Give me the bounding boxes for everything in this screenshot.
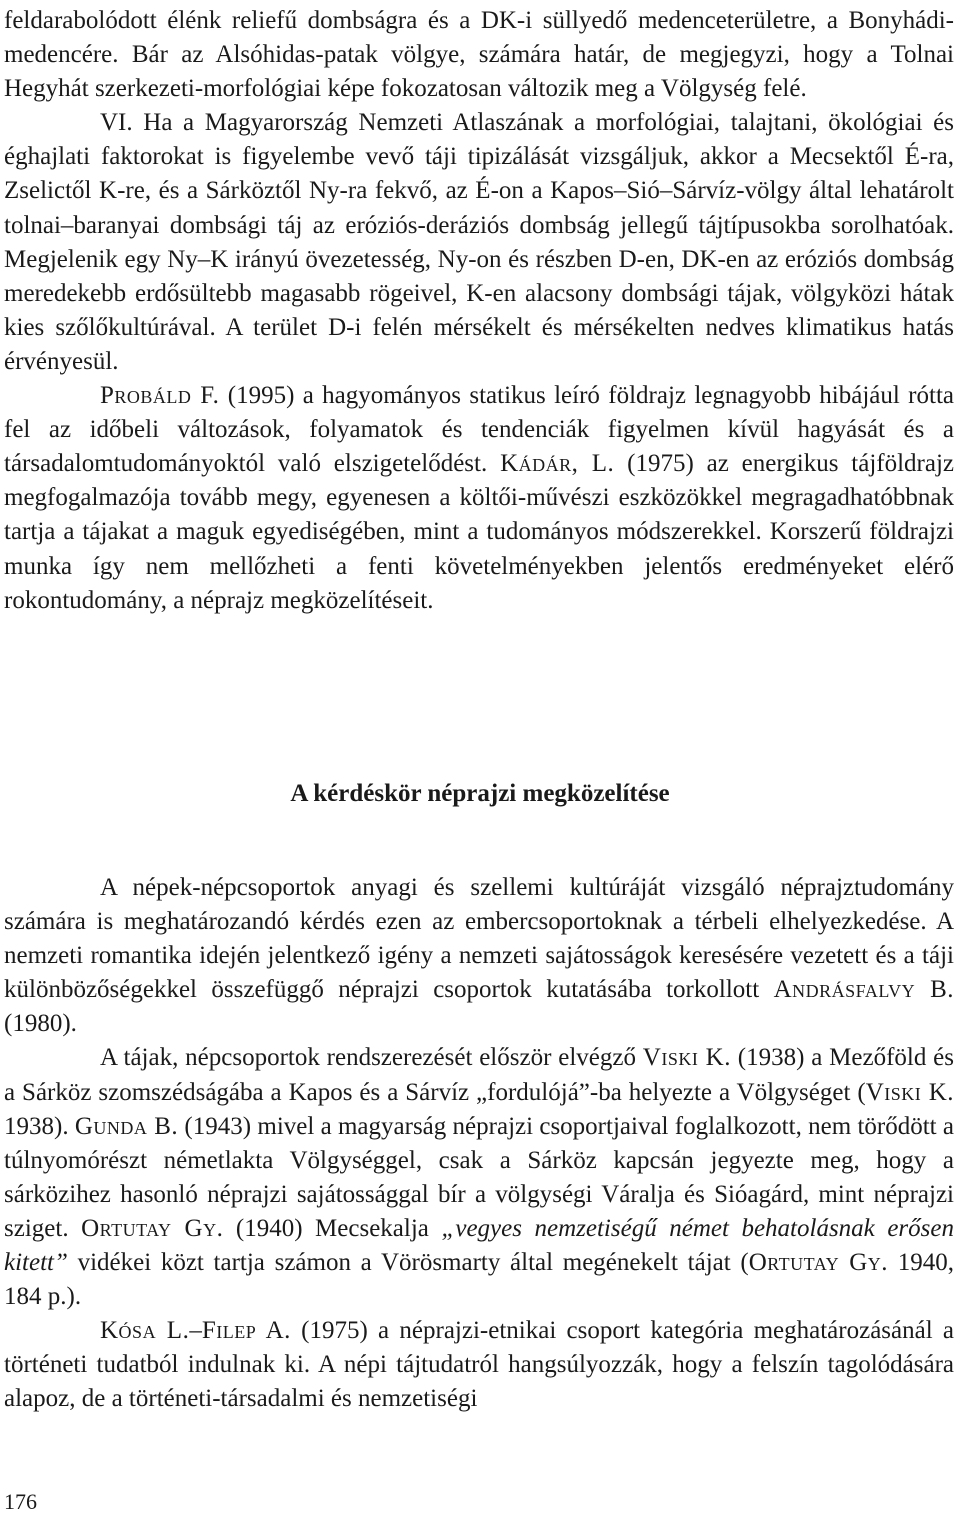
paragraph-text: (1943) mivel a magyarság néprajzi csoportjaival foglalkozott, nem törődött a túlnyomórészt németlakta Völgységgel, csak a Sárköz kapcsán jegyezte meg, hogy a sárközihez hasonló néprajzi sajátossággal bír a völgységi Váralja és Sióagárd, mint néprajzi sziget. [4, 1112, 954, 1242]
paragraph-text: (1980). [4, 1010, 77, 1038]
paragraph-text: 1938). [4, 1112, 75, 1140]
paragraph-atlas: VI. Ha a Magyarország Nemzeti Atlaszának a morfológiai, talajtani, ökológiai és éghajlati faktorokat is figyelembe vevő táji tipizálását vizsgáljuk, akkor a Mecsektől É-ra, Zselictől K-re, és a Sárköztől Ny-ra fekvő, az É-on a Kapos–Sió–Sárvíz-völgy által lehatárolt tolnai–baranyai dombsági táj az eróziós-deráziós dombság jellegű tájtípusokba sorolhatóak. Megjelenik egy Ny–K irányú övezetesség, Ny-on és részben D-en, DK-en az eróziós dombság meredekebb erdősültebb magasabb rögeivel, K-en alacsony dombsági tájak, völgyközi hátak kies szőlőkultúrával. A terület D-i felén mérsékelt és mérsékelten nedves klimatikus hatás érvényesül. [4, 109, 954, 375]
author-name: Andrásfalvy B. [773, 976, 954, 1004]
text-block-ethnography [4, 871, 954, 1417]
paragraph-kosa-filep [4, 1314, 954, 1416]
paragraph-text: (1975) az energikus tájföldrajz megfogalmazója tovább megy, egyenesen a költői-művészi eszközökkel megragadhatóbbnak tartja a tájakat a maguk egyediségében, mint a tudományos módszerekkel. Korszerű földrajzi munka így nem mellőzheti a fenti követelményekben jelentős eredményeket elérő rokontudomány, a néprajz megközelítéseit. [4, 450, 955, 614]
paragraph-text: A tájak, népcsoportok rendszerezését először elvégző [100, 1044, 643, 1072]
author-name: Viski K. [865, 1078, 955, 1106]
paragraph-ethnography-intro [4, 871, 954, 1041]
paragraph-text: A népek-népcsoportok anyagi és szellemi kultúráját vizsgáló néprajztudomány számára is meghatározandó kérdés ezen az embercsoportoknak a térbeli elhelyezkedése. A nemzeti romantika idején jelentkező igény a nemzeti sajátosságok keresésére vezetett és a táji különbözőségekkel összefüggő néprajzi csoportok kutatásába torkollott [4, 874, 954, 1004]
paragraph-text: 1940, 184 p.). [4, 1249, 954, 1311]
page-number: 176 [4, 1489, 37, 1514]
paragraph-probald [4, 379, 954, 618]
paragraph-text: (1938) a Mezőföld és a Sárköz szomszédságába a Kapos és a Sárvíz „fordulójá”-ba helyezte a Völgységet ( [4, 1044, 955, 1106]
paragraph-continuation: feldarabolódott élénk reliefű dombságra és a DK-i süllyedő medenceterületre, a Bonyhádi-medencére. Bár az Alsóhidas-patak völgye, számára határ, de megjegyzi, hogy a Tolnai Hegyhát szerkezeti-morfológiai képe fokozatosan változik meg a Völgység felé. [4, 7, 954, 103]
author-name: Gunda B. [74, 1112, 179, 1140]
paragraph-viski [4, 1041, 954, 1314]
paragraph-text: vidékei közt tartja számon a Vörösmarty által megénekelt tájat ( [67, 1249, 749, 1277]
author-name: Filep A. [201, 1317, 291, 1345]
author-name: Ortutay Gy. [748, 1249, 889, 1277]
paragraph-text: (1975) a néprajzi-etnikai csoport kategória meghatározásánál a történeti tudatból indulnak ki. A népi tájtudatról hangsúlyozzák, hogy a felszín tagolódására alapoz, de a történeti-társadalmi és nemzetiségi [4, 1317, 955, 1413]
author-name: Kádár, L. [500, 450, 615, 478]
author-name: Ortutay Gy. [81, 1214, 224, 1242]
author-name: Kósa L. [100, 1317, 190, 1345]
author-name: Probáld F. [100, 382, 220, 410]
text-block-landscape [4, 4, 954, 618]
paragraph-text: (1995) a hagyományos statikus leíró földrajz legnagyobb hibájául rótta fel az időbeli változások, folyamatok és tendenciák figyelmen kívül hagyását és a társadalomtudományoktól való elszigetelődést. [4, 382, 954, 478]
author-separator: – [189, 1317, 202, 1345]
author-name: Viski K. [642, 1044, 731, 1072]
quotation: „vegyes nemzetiségű német behatolásnak erősen kitett” [4, 1214, 954, 1277]
section-heading: A kérdéskör néprajzi megközelítése [290, 780, 670, 807]
paragraph-text: (1940) Mecsekalja [223, 1214, 442, 1242]
